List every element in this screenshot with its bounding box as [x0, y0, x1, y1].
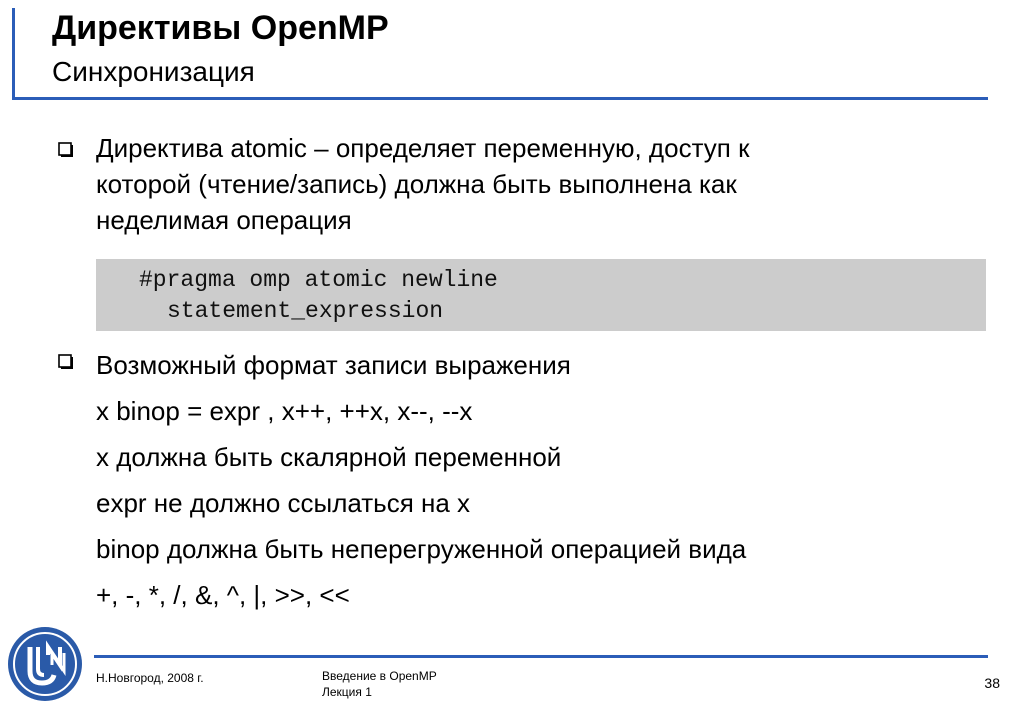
header-divider — [12, 97, 988, 100]
bullet-1-line-1: Директива atomic – определяет переменную, доступ к — [96, 133, 750, 163]
checkbox-bullet-icon — [58, 142, 74, 158]
footer-course — [322, 668, 437, 700]
bullet-2-line-4: expr не должно ссылаться на x — [96, 488, 471, 518]
bullet-2-line-1: Возможный формат записи выражения — [96, 350, 571, 380]
code-line-1: #pragma omp atomic newline — [139, 267, 498, 293]
checkbox-bullet-icon — [58, 354, 74, 370]
slide-subtitle: Синхронизация — [52, 56, 255, 87]
slide-title: Директивы OpenMP — [52, 9, 389, 47]
bullet-2-line-3: x должна быть скалярной переменной — [96, 442, 562, 472]
page-number: 38 — [984, 675, 1000, 691]
bullet-1-line-2: которой (чтение/запись) должна быть выполнена как — [96, 169, 737, 199]
bullet-1-text — [96, 130, 749, 238]
code-line-2: statement_expression — [167, 298, 444, 324]
footer-divider — [94, 655, 988, 658]
bullet-2-line-5: binop должна быть неперегруженной операцией вида — [96, 534, 747, 564]
bullet-2-text — [96, 342, 746, 618]
bullet-2-line-6: +, -, *, /, &, ^, |, >>, << — [96, 580, 350, 610]
footer-course-title: Введение в OpenMP — [322, 669, 437, 683]
footer-location-date: Н.Новгород, 2008 г. — [96, 671, 204, 685]
bullet-1-line-3: неделимая операция — [96, 205, 352, 235]
bullet-2-line-2: x binop = expr , x++, ++x, x--, --x — [96, 396, 473, 426]
code-block — [96, 259, 986, 331]
footer-lecture: Лекция 1 — [322, 685, 372, 699]
header-left-accent-bar — [12, 8, 15, 100]
unn-logo-icon — [6, 625, 84, 703]
